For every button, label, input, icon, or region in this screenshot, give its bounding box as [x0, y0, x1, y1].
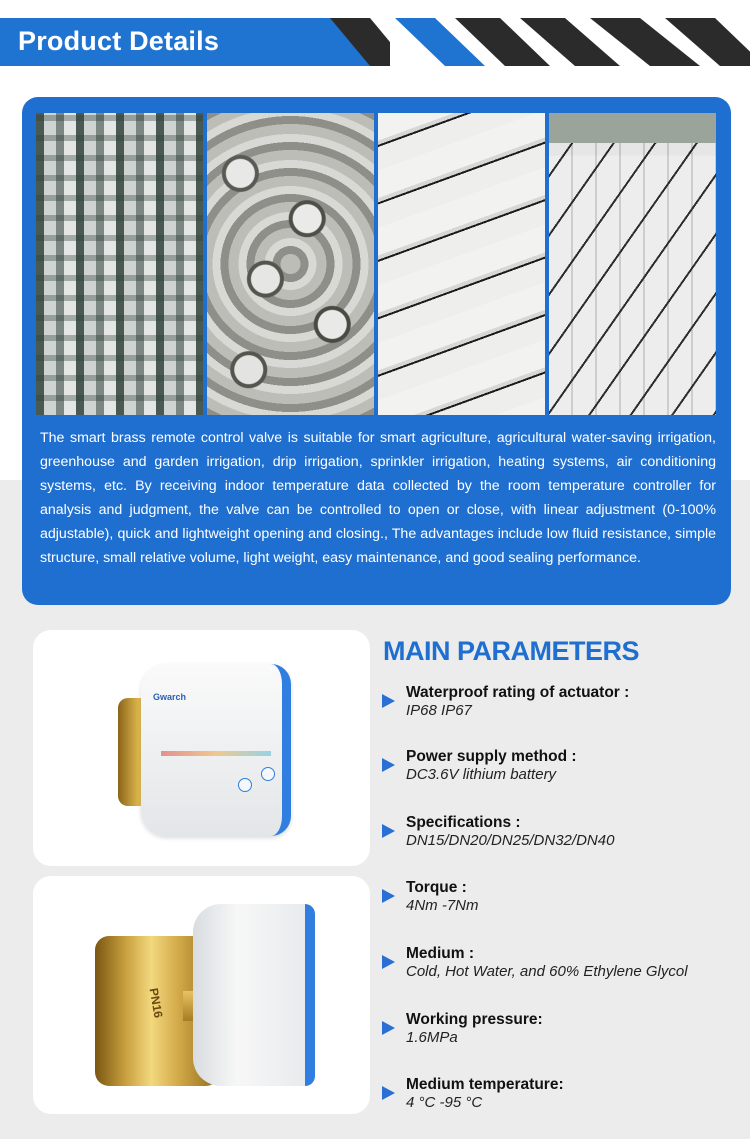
param-value: DC3.6V lithium battery — [406, 766, 557, 783]
assembly-line-photo — [549, 113, 716, 415]
brand-logo: Gwarch — [153, 692, 187, 702]
param-label: Medium : — [406, 945, 475, 962]
product-image-side — [33, 876, 370, 1114]
actuator-housing — [141, 664, 291, 836]
actuator-housing — [193, 904, 315, 1086]
section-header — [0, 0, 750, 90]
parameters-title: MAIN PARAMETERS — [383, 636, 640, 666]
intro-description: The smart brass remote control valve is suitable for smart agriculture, agricultural water-saving irrigation, greenhouse and garden irrigation, drip irrigation, sprinkler irrigation, heating systems, air conditioning systems, etc. By receiving indoor temperature data collected by the room temperature controller for analysis and judgment, the valve can be controlled to open or close, with linear adjustment (0-100% adjustable), quick and lightweight opening and closing., The advantages include low fluid resistance, simple structure, small relative volume, light weight, easy maintenance, and good sealing performance. — [40, 430, 716, 566]
actuator-units-photo — [378, 113, 545, 415]
pressure-mark: PN16 — [146, 986, 166, 1020]
triangle-bullet-icon — [382, 824, 395, 838]
label-strip — [161, 751, 271, 756]
triangle-bullet-icon — [382, 1086, 395, 1100]
circuit-boards-photo — [36, 113, 203, 415]
param-label: Medium temperature: — [406, 1076, 564, 1093]
product-image-front — [33, 630, 370, 866]
off-button-icon — [238, 778, 252, 792]
param-label: Waterproof rating of actuator : — [406, 684, 630, 701]
triangle-bullet-icon — [382, 1021, 395, 1035]
triangle-bullet-icon — [382, 758, 395, 772]
param-label: Power supply method : — [406, 748, 577, 765]
triangle-bullet-icon — [382, 889, 395, 903]
brass-valves-photo — [207, 113, 374, 415]
param-label: Specifications : — [406, 814, 521, 831]
triangle-bullet-icon — [382, 955, 395, 969]
param-value: IP68 IP67 — [406, 702, 472, 719]
param-value: Cold, Hot Water, and 60% Ethylene Glycol — [406, 963, 688, 980]
triangle-bullet-icon — [382, 694, 395, 708]
param-value: 4Nm -7Nm — [406, 897, 479, 914]
param-value: 1.6MPa — [406, 1029, 458, 1046]
param-value: 4 °C -95 °C — [406, 1094, 483, 1111]
page-title: Product Details — [18, 26, 220, 56]
param-label: Working pressure: — [406, 1011, 543, 1028]
param-label: Torque : — [406, 879, 467, 896]
on-button-icon — [261, 767, 275, 781]
param-value: DN15/DN20/DN25/DN32/DN40 — [406, 832, 615, 849]
photo-strip — [36, 113, 716, 415]
